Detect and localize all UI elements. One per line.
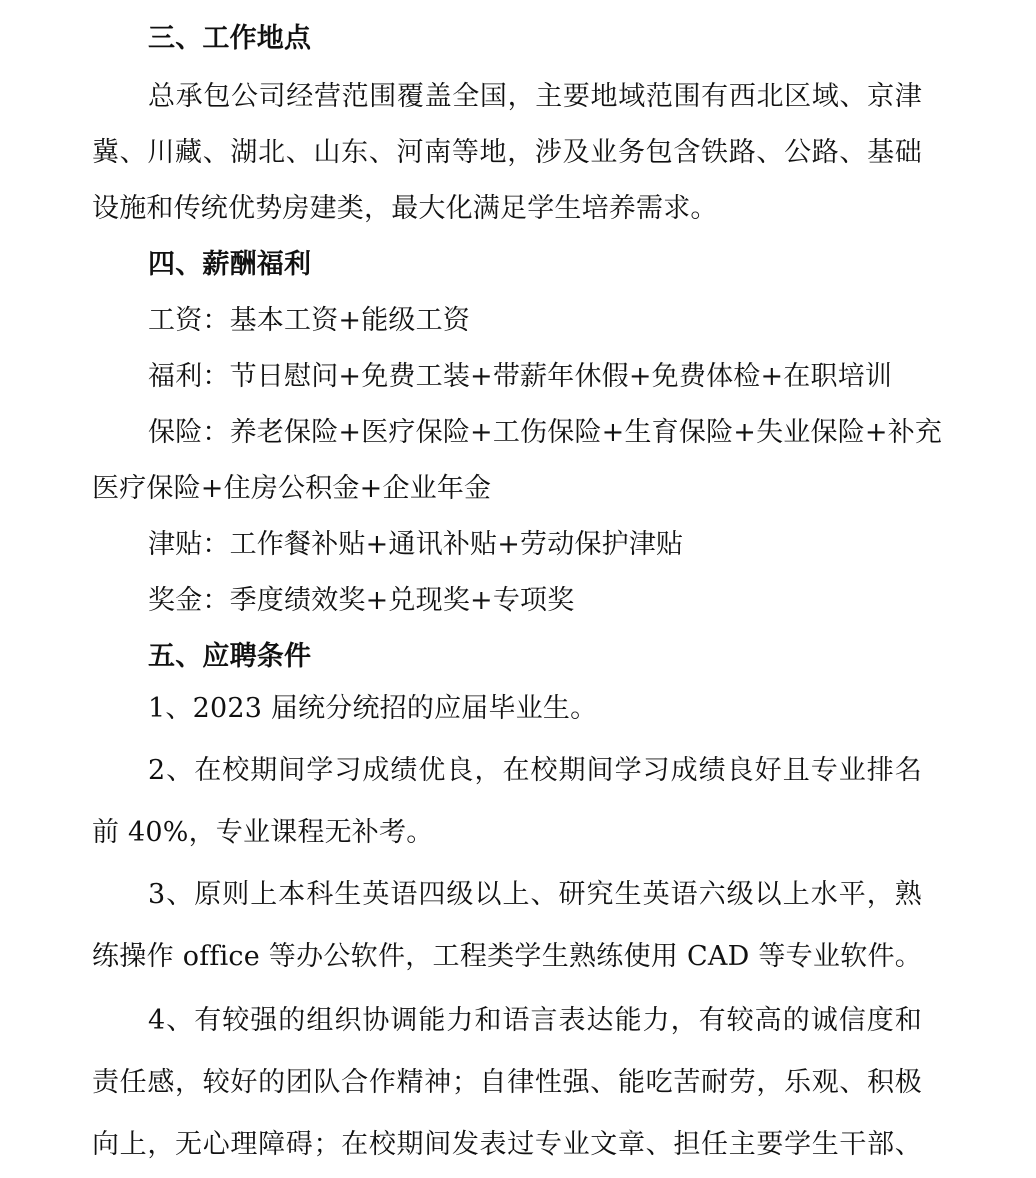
section-heading-compensation: 四、薪酬福利 — [148, 249, 312, 280]
section-heading-requirements: 五、应聘条件 — [148, 641, 312, 672]
welfare-line: 福利：节日慰问+免费工装+带薪年休假+免费体检+在职培训 — [148, 361, 893, 392]
requirement-item-2: 2、在校期间学习成绩优良，在校期间学习成绩良好且专业排名 — [148, 755, 922, 786]
salary-line: 工资：基本工资+能级工资 — [148, 305, 471, 336]
bonus-line: 奖金：季度绩效奖+兑现奖+专项奖 — [148, 585, 575, 616]
insurance-line: 保险：养老保险+医疗保险+工伤保险+生育保险+失业保险+补充 — [148, 417, 943, 448]
requirement-item-1: 1、2023 届统分统招的应届毕业生。 — [148, 693, 598, 724]
allowance-line: 津贴：工作餐补贴+通讯补贴+劳动保护津贴 — [148, 529, 684, 560]
requirement-item-2: 前 40%，专业课程无补考。 — [92, 817, 434, 848]
paragraph-line: 总承包公司经营范围覆盖全国，主要地域范围有西北区域、京津 — [148, 81, 922, 112]
insurance-line: 医疗保险+住房公积金+企业年金 — [92, 473, 492, 504]
section-heading-work-location: 三、工作地点 — [148, 23, 312, 54]
requirement-item-3: 练操作 office 等办公软件，工程类学生熟练使用 CAD 等专业软件。 — [92, 941, 922, 972]
requirement-item-4: 4、有较强的组织协调能力和语言表达能力，有较高的诚信度和 — [148, 1005, 922, 1036]
requirement-item-4: 向上，无心理障碍；在校期间发表过专业文章、担任主要学生干部、 — [92, 1129, 922, 1160]
requirement-item-3: 3、原则上本科生英语四级以上、研究生英语六级以上水平，熟 — [148, 879, 922, 910]
paragraph-line: 设施和传统优势房建类，最大化满足学生培养需求。 — [92, 193, 718, 224]
requirement-item-4: 责任感，较好的团队合作精神；自律性强、能吃苦耐劳，乐观、积极 — [92, 1067, 922, 1098]
paragraph-line: 冀、川藏、湖北、山东、河南等地，涉及业务包含铁路、公路、基础 — [92, 137, 922, 168]
